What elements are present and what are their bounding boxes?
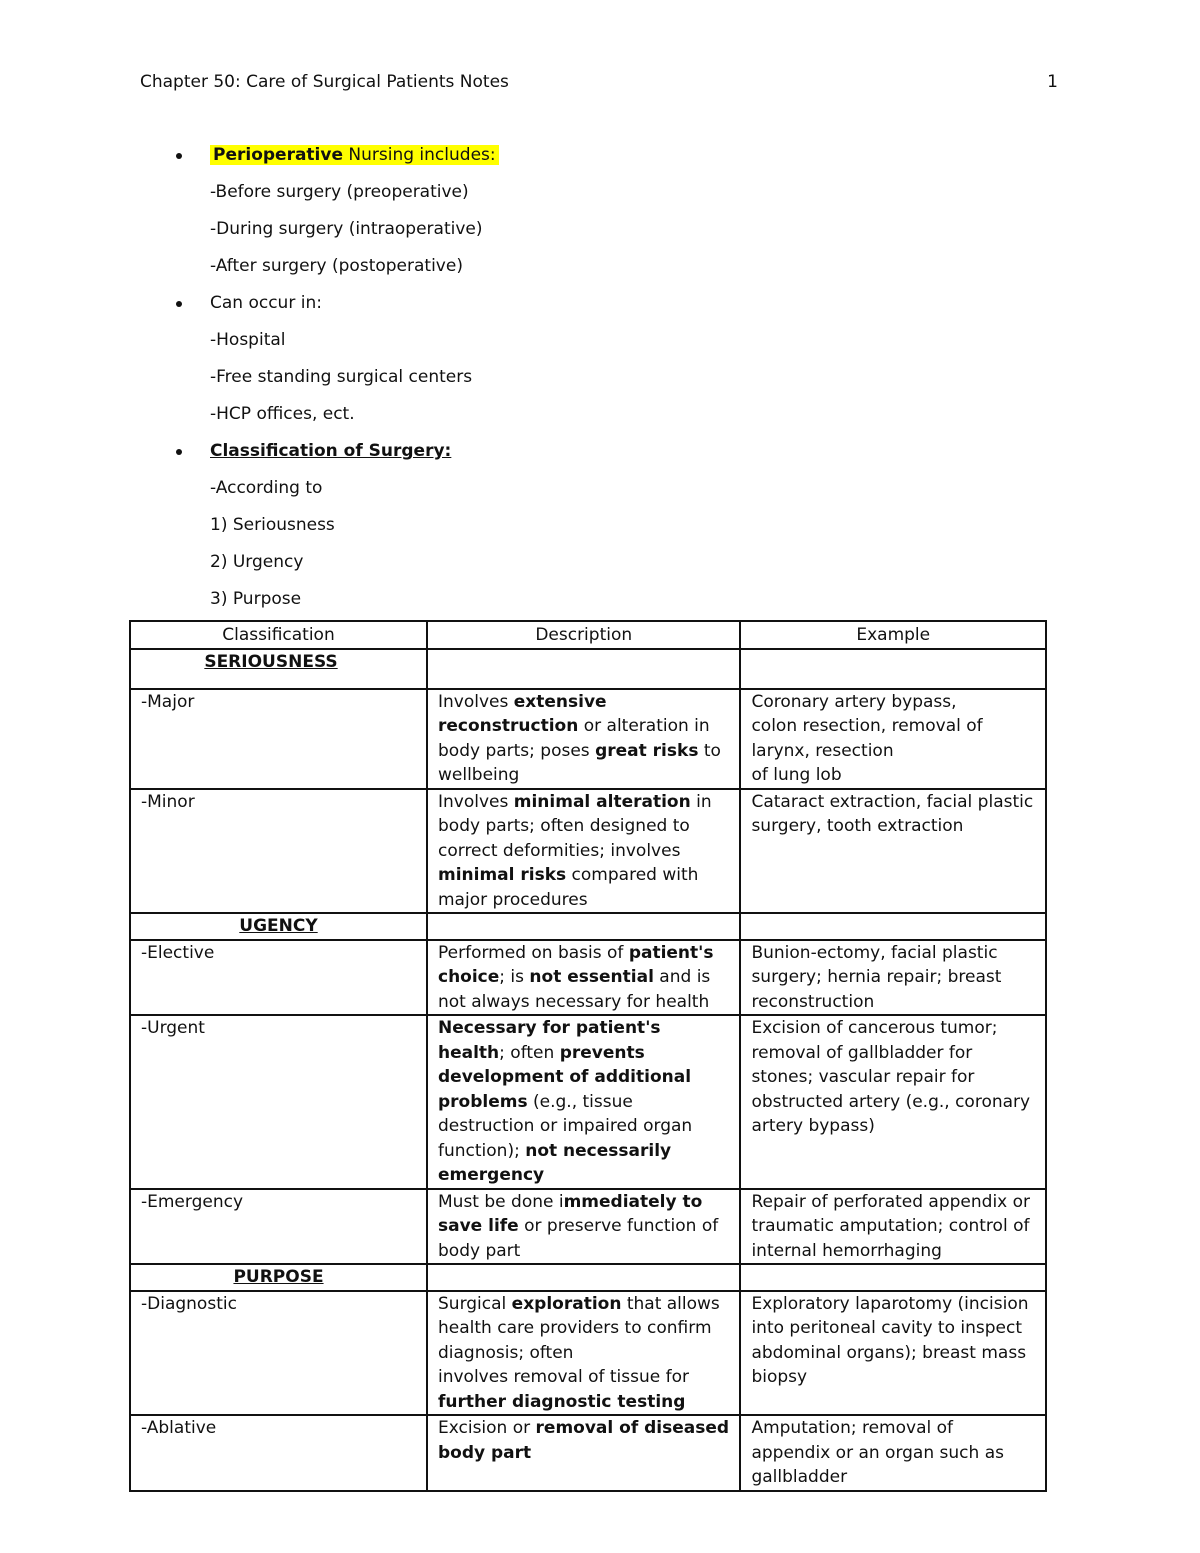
highlighted-text: Perioperative Nursing includes: (210, 145, 499, 165)
list-item (172, 436, 972, 473)
row-label: -Ablative (130, 1415, 427, 1491)
row-description: Must be done immediately to save life or preserve function of body part (427, 1189, 740, 1265)
row-description: Surgical exploration that allows health care providers to confirm diagnosis; often involves removal of tissue for further diagnostic testing (427, 1291, 740, 1416)
column-header: Example (740, 621, 1046, 649)
table-row (130, 940, 1046, 1016)
row-label: -Elective (130, 940, 427, 1016)
section-row (130, 913, 1046, 940)
section-row (130, 1264, 1046, 1291)
list-item: -Before surgery (preoperative) (210, 182, 469, 202)
row-example: Cataract extraction, facial plastic surgery, tooth extraction (740, 789, 1046, 914)
bullet-icon (176, 301, 182, 307)
row-label: -Emergency (130, 1189, 427, 1265)
section-row (130, 649, 1046, 689)
list-item: Can occur in: (172, 288, 972, 325)
list-item: 2) Urgency (210, 552, 304, 572)
row-description: Performed on basis of patient's choice; is not essential and is not always necessary for health (427, 940, 740, 1016)
row-label: -Major (130, 689, 427, 789)
row-label: -Diagnostic (130, 1291, 427, 1416)
table-row (130, 1015, 1046, 1189)
document-title: Chapter 50: Care of Surgical Patients Notes (140, 72, 509, 92)
list-item: -During surgery (intraoperative) (210, 219, 483, 239)
table-row (130, 1189, 1046, 1265)
list-item: -Free standing surgical centers (210, 367, 473, 387)
row-label: -Minor (130, 789, 427, 914)
list-item (172, 140, 972, 177)
table-row (130, 1291, 1046, 1416)
row-description: Excision or removal of diseased body part (427, 1415, 740, 1491)
bullet-icon (176, 153, 182, 159)
row-description: Involves extensive reconstruction or alteration in body parts; poses great risks to wellbeing (427, 689, 740, 789)
section-label: UGENCY (130, 913, 427, 940)
row-example: Excision of cancerous tumor; removal of gallbladder for stones; vascular repair for obstructed artery (e.g., coronary artery bypass) (740, 1015, 1046, 1189)
row-description: Necessary for patient's health; often prevents development of additional problems (e.g., tissue destruction or impaired organ function); not necessarily emergency (427, 1015, 740, 1189)
section-heading: Classification of Surgery: (210, 441, 452, 461)
table-row (130, 1415, 1046, 1491)
table-row (130, 789, 1046, 914)
column-header: Description (427, 621, 740, 649)
page-header (140, 72, 1058, 98)
row-example: Bunion-ectomy, facial plastic surgery; hernia repair; breast reconstruction (740, 940, 1046, 1016)
list-item: 1) Seriousness (210, 515, 335, 535)
section-label: SERIOUSNESS (130, 649, 427, 689)
bullet-icon (176, 449, 182, 455)
row-example: Coronary artery bypass, colon resection, removal of larynx, resection of lung lob (740, 689, 1046, 789)
row-label: -Urgent (130, 1015, 427, 1189)
column-header: Classification (130, 621, 427, 649)
table-header-row (130, 621, 1046, 649)
list-item: -According to (210, 478, 323, 498)
table-row (130, 689, 1046, 789)
page-number: 1 (1047, 72, 1058, 92)
row-description: Involves minimal alteration in body parts; often designed to correct deformities; involves minimal risks compared with major procedures (427, 789, 740, 914)
list-item: -After surgery (postoperative) (210, 256, 463, 276)
list-item: -Hospital (210, 330, 286, 350)
list-item: 3) Purpose (210, 589, 302, 609)
row-example: Exploratory laparotomy (incision into peritoneal cavity to inspect abdominal organs); breast mass biopsy (740, 1291, 1046, 1416)
list-item: -HCP offices, ect. (210, 404, 355, 424)
row-example: Repair of perforated appendix or traumatic amputation; control of internal hemorrhaging (740, 1189, 1046, 1265)
classification-table (129, 620, 1047, 1492)
notes-list (172, 140, 972, 621)
row-example: Amputation; removal of appendix or an organ such as gallbladder (740, 1415, 1046, 1491)
section-label: PURPOSE (130, 1264, 427, 1291)
